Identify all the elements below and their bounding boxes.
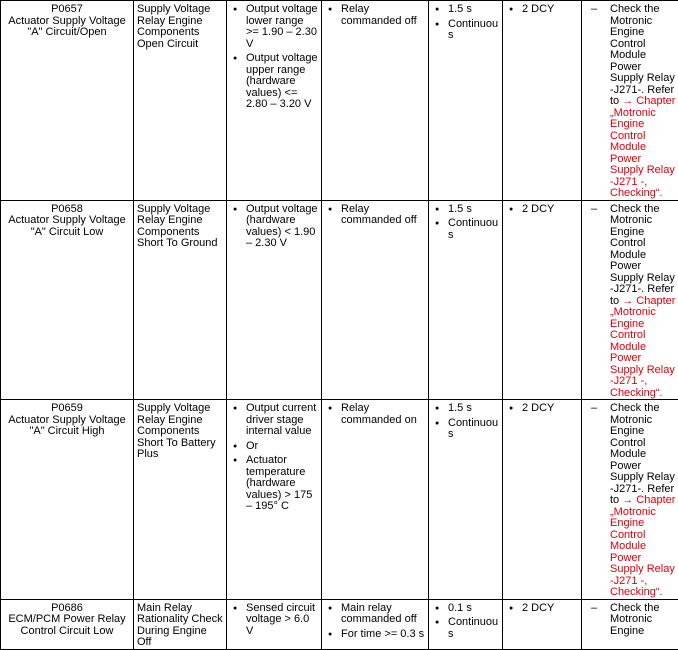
mil-cell (503, 400, 582, 600)
list-item: ● 2 DCY (522, 204, 578, 216)
check-entry (585, 4, 676, 200)
list-item: ● 2 DCY (522, 603, 578, 615)
criteria-list (230, 403, 318, 513)
list-item: ● Continuous (448, 218, 499, 241)
description-cell (134, 200, 227, 400)
table-row (1, 200, 678, 400)
list-item: ● Output voltage lower range >= 1.90 – 2.30 V (246, 4, 318, 50)
check-entry (585, 403, 676, 599)
conditions-list (325, 204, 425, 227)
list-item: ● Main relay commanded off (341, 603, 425, 626)
conditions-cell (322, 1, 429, 201)
description-cell (134, 400, 227, 600)
criteria-cell (227, 1, 322, 201)
list-item: ● Output voltage (hardware values) < 1.90 – 2.30 V (246, 204, 318, 250)
list-item: ● Relay commanded on (341, 403, 425, 426)
list-item: ● 1.5 s (448, 403, 499, 415)
mil-cell (503, 599, 582, 649)
check-text: Check the Motronic Engine Control Module Power Supply Relay -J271-. Refer to (610, 203, 675, 307)
list-item: ● 0.1 s (448, 603, 499, 615)
dtc-title: ECM/PCM Power Relay (4, 614, 130, 626)
dash-marker: – (591, 4, 597, 16)
list-item: ● For time >= 0.3 s (341, 629, 425, 641)
list-item: ● Actuator temperature (hardware values) > 175 – 195° C (246, 455, 318, 513)
dtc-title: "A" Circuit Low (4, 227, 130, 239)
list-item: ● Or (246, 441, 318, 453)
description-text: Supply Voltage Relay Engine Components Short To Battery Plus (137, 402, 216, 460)
list-item: ● Relay commanded off (341, 4, 425, 27)
mil-list (506, 403, 578, 415)
time-cell (429, 599, 503, 649)
conditions-list (325, 403, 425, 426)
conditions-cell (322, 200, 429, 400)
dtc-code-cell (1, 1, 134, 201)
time-list (432, 403, 499, 441)
description-text: Main Relay Rationality Check During Engine Off (137, 602, 223, 649)
criteria-cell (227, 200, 322, 400)
mil-list (506, 204, 578, 216)
list-item: ● 1.5 s (448, 204, 499, 216)
list-item: ● Output voltage upper range (hardware values) <= 2.80 – 3.20 V (246, 53, 318, 111)
mil-cell (503, 1, 582, 201)
list-item: ● 1.5 s (448, 4, 499, 16)
table-row (1, 599, 678, 649)
list-item: ● Continuous (448, 617, 499, 640)
check-text: Check the Motronic Engine (610, 602, 660, 637)
list-item: ● 2 DCY (522, 403, 578, 415)
list-item: ● 2 DCY (522, 4, 578, 16)
dash-marker: – (591, 403, 597, 415)
dtc-title: "A" Circuit/Open (4, 27, 130, 39)
dtc-code: P0657 (4, 4, 130, 16)
time-list (432, 204, 499, 242)
description-text: Supply Voltage Relay Engine Components Open Circuit (137, 3, 210, 50)
check-entry (585, 204, 676, 400)
table-row (1, 400, 678, 600)
list-item: ● Relay commanded off (341, 204, 425, 227)
dtc-code: P0658 (4, 204, 130, 216)
dash-marker: – (591, 603, 597, 615)
time-cell (429, 1, 503, 201)
conditions-list (325, 603, 425, 641)
check-cell (582, 599, 678, 649)
dtc-code-cell (1, 599, 134, 649)
mil-list (506, 603, 578, 615)
list-item: ● Continuous (448, 418, 499, 441)
dtc-title: Actuator Supply Voltage (4, 16, 130, 28)
conditions-list (325, 4, 425, 27)
check-text: Check the Motronic Engine Control Module Power Supply Relay -J271-. Refer to (610, 402, 675, 506)
criteria-list (230, 4, 318, 111)
conditions-cell (322, 400, 429, 600)
time-cell (429, 200, 503, 400)
dtc-title: Actuator Supply Voltage (4, 415, 130, 427)
criteria-list (230, 204, 318, 250)
check-cell (582, 400, 678, 600)
conditions-cell (322, 599, 429, 649)
description-cell (134, 599, 227, 649)
table-row (1, 1, 678, 201)
dtc-title: "A" Circuit High (4, 426, 130, 438)
chapter-link[interactable]: → Chapter „Motronic Engine Control Module Power Supply Relay -J271 -, Checking“. (610, 494, 675, 598)
dtc-code-cell (1, 400, 134, 600)
check-cell (582, 1, 678, 201)
criteria-list (230, 603, 318, 638)
description-text: Supply Voltage Relay Engine Components Short To Ground (137, 203, 218, 250)
mil-list (506, 4, 578, 16)
time-cell (429, 400, 503, 600)
criteria-cell (227, 400, 322, 600)
time-list (432, 4, 499, 42)
description-cell (134, 1, 227, 201)
dtc-code-cell (1, 200, 134, 400)
dtc-code: P0659 (4, 403, 130, 415)
chapter-link[interactable]: → Chapter „Motronic Engine Control Module Power Supply Relay -J271 -, Checking“. (610, 295, 675, 399)
chapter-link[interactable]: → Chapter „Motronic Engine Control Module Power Supply Relay -J271 -, Checking“. (610, 95, 675, 199)
list-item: ● Output current driver stage internal value (246, 403, 318, 438)
list-item: ● Continuous (448, 19, 499, 42)
dash-marker: – (591, 204, 597, 216)
check-cell (582, 200, 678, 400)
list-item: ● Sensed circuit voltage > 6.0 V (246, 603, 318, 638)
check-text: Check the Motronic Engine Control Module Power Supply Relay -J271-. Refer to (610, 3, 675, 107)
time-list (432, 603, 499, 641)
dtc-code: P0686 (4, 603, 130, 615)
criteria-cell (227, 599, 322, 649)
mil-cell (503, 200, 582, 400)
check-entry (585, 603, 676, 638)
dtc-title: Actuator Supply Voltage (4, 215, 130, 227)
dtc-title: Control Circuit Low (4, 626, 130, 638)
